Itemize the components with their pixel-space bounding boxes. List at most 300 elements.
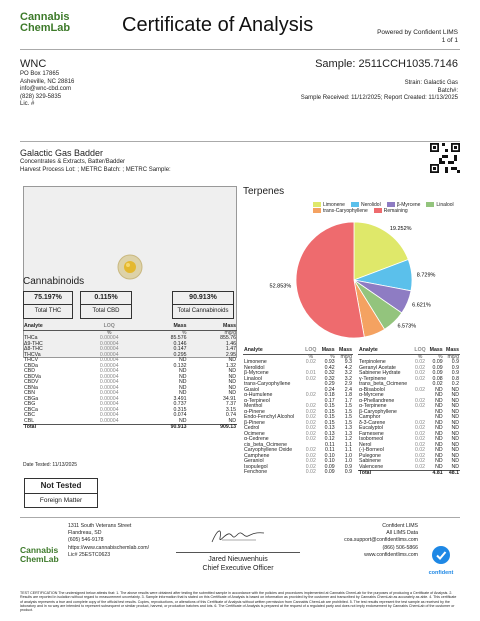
col-mass-mg: Mass bbox=[444, 348, 460, 354]
analyte-cell: THCV bbox=[24, 357, 39, 363]
mass-mg-cell: ND bbox=[451, 452, 459, 459]
mass-mg-cell: 2.4 bbox=[344, 386, 352, 393]
mass-pct-cell: ND bbox=[435, 414, 443, 420]
mass-mg-cell: 0.2 bbox=[451, 381, 459, 387]
mass-pct-cell: 0.08 bbox=[432, 375, 443, 382]
pie-label: 19.252% bbox=[389, 226, 412, 233]
sample-dates: Sample Received: 11/12/2025; Report Created: 11/13/2025 bbox=[300, 95, 458, 101]
loq-cell: 0.02 bbox=[305, 430, 316, 437]
pie-label: 6.573% bbox=[397, 323, 417, 330]
analyte-cell: Sabinene bbox=[359, 458, 381, 464]
product-name: Galactic Gas Badder bbox=[20, 148, 104, 158]
analyte-cell: (-)-Borneol bbox=[359, 447, 384, 453]
page-number: 1 of 1 bbox=[441, 37, 458, 44]
analyte-cell: Total bbox=[23, 425, 80, 431]
col-mass-pct: Mass bbox=[318, 348, 335, 354]
confident-logo-text: confident bbox=[428, 570, 454, 576]
analyte-cell: Δ9-THC bbox=[24, 340, 43, 347]
legend-item bbox=[426, 202, 453, 208]
confident-logo bbox=[424, 545, 458, 576]
mass-mg-cell: 1.47 bbox=[225, 346, 236, 352]
analyte-cell: β-Pinene bbox=[244, 419, 265, 426]
foreign-matter-label: Foreign Matter bbox=[39, 497, 83, 504]
loq-cell bbox=[413, 471, 427, 477]
mass-mg-cell: ND bbox=[451, 414, 459, 420]
legend-swatch bbox=[387, 202, 395, 207]
lims-info bbox=[344, 523, 418, 559]
sample-batch: Batch#: bbox=[437, 87, 458, 94]
loq-cell: 0.02 bbox=[414, 430, 426, 437]
loq-cell: 0.00004 bbox=[99, 335, 119, 341]
loq-cell: 0.00004 bbox=[99, 401, 119, 407]
mass-mg-cell: 34.91 bbox=[223, 395, 236, 402]
mass-pct-cell: ND bbox=[178, 357, 187, 363]
loq-cell: 0.00004 bbox=[99, 351, 119, 358]
mass-pct-cell: 0.02 bbox=[432, 381, 443, 387]
col-mass-mg: Mass bbox=[336, 348, 353, 354]
analyte-cell: α-Myrcene bbox=[359, 392, 384, 398]
mass-pct-cell: 0.15 bbox=[324, 419, 335, 426]
loq-cell: 0.02 bbox=[305, 452, 316, 459]
analyte-cell: CBGa bbox=[24, 395, 39, 402]
lims-line: All LIMS Data bbox=[386, 530, 418, 537]
mass-pct-cell: ND bbox=[435, 430, 443, 437]
signature-image bbox=[208, 524, 268, 548]
loq-cell: 0.02 bbox=[414, 359, 426, 365]
mass-pct-cell: ND bbox=[178, 373, 187, 380]
mass-mg-cell: 0.74 bbox=[225, 412, 236, 418]
mass-pct-cell: 0.09 bbox=[324, 469, 335, 475]
mass-pct-cell: 3.491 bbox=[173, 395, 187, 402]
mass-mg-cell: ND bbox=[451, 397, 459, 404]
mass-pct-cell: 0.93 bbox=[324, 359, 335, 365]
mass-mg-cell: ND bbox=[228, 373, 236, 380]
loq-cell: 0.02 bbox=[414, 403, 426, 409]
total-thc-box bbox=[23, 291, 73, 319]
mass-pct-cell: 0.42 bbox=[324, 364, 335, 371]
analyte-cell: CBDVa bbox=[24, 373, 41, 380]
pie-slice bbox=[296, 222, 364, 338]
analyte-cell: CBDa bbox=[24, 362, 38, 369]
info-divider bbox=[20, 141, 460, 142]
pie-label: 52.853% bbox=[269, 283, 292, 290]
analyte-cell: Fenchone bbox=[244, 469, 268, 475]
mass-mg-cell: 1.8 bbox=[344, 392, 352, 398]
analyte-cell: Total bbox=[358, 471, 413, 477]
qr-code-icon[interactable] bbox=[430, 143, 460, 173]
foreign-matter-status: Not Tested bbox=[25, 479, 97, 494]
analyte-cell: Cedrol bbox=[244, 425, 260, 431]
total-row bbox=[23, 425, 237, 431]
mass-mg-cell: 1.2 bbox=[344, 436, 352, 442]
mass-mg-cell: ND bbox=[451, 419, 459, 426]
mass-mg-cell: 0.9 bbox=[344, 463, 352, 470]
analyte-cell: Farnesene bbox=[359, 430, 384, 437]
mass-pct-cell: ND bbox=[435, 419, 443, 426]
signer-block bbox=[176, 555, 300, 573]
foreign-matter-box bbox=[24, 478, 98, 508]
loq-cell: 0.00004 bbox=[99, 340, 119, 347]
loq-cell: 0.02 bbox=[305, 463, 316, 470]
analyte-cell: CBG bbox=[24, 401, 36, 407]
mass-mg-cell: 1.1 bbox=[344, 441, 352, 448]
mass-mg-cell: 1.3 bbox=[344, 425, 352, 431]
mass-pct-cell: ND bbox=[435, 452, 443, 459]
col-analyte: Analyte bbox=[23, 324, 80, 330]
legend-swatch bbox=[351, 202, 359, 207]
mass-pct-cell: 85.576 bbox=[170, 335, 187, 341]
mass-pct-cell: 0.32 bbox=[324, 375, 335, 382]
loq-cell: 0.02 bbox=[305, 425, 316, 431]
mass-pct-cell: 0.12 bbox=[324, 436, 335, 442]
mass-mg-cell: 855.76 bbox=[220, 335, 236, 341]
mass-pct-cell: ND bbox=[435, 408, 443, 415]
mass-pct-cell: 0.13 bbox=[324, 425, 335, 431]
client-name: WNC bbox=[20, 58, 47, 70]
mass-mg-cell: 1.32 bbox=[225, 362, 236, 369]
client-line: PO Box 17865 bbox=[20, 71, 60, 77]
lims-email-link[interactable]: coa.support@confidentlims.com bbox=[344, 537, 418, 544]
mass-pct-cell: % bbox=[330, 353, 335, 360]
loq-cell: 0.00004 bbox=[99, 395, 119, 402]
legend-label: Remaining bbox=[383, 208, 408, 214]
loq-cell: 0.00004 bbox=[99, 406, 119, 413]
mass-mg-cell: 1.46 bbox=[225, 340, 236, 347]
analyte-cell: CBNa bbox=[24, 384, 38, 391]
mass-mg-cell: ND bbox=[451, 392, 459, 398]
mass-mg-cell: 3.2 bbox=[344, 370, 352, 376]
legend-item bbox=[313, 208, 368, 214]
mass-mg-cell: 1.1 bbox=[344, 447, 352, 453]
mass-mg-cell: 1.7 bbox=[344, 397, 352, 404]
col-mass-pct: Mass bbox=[427, 348, 443, 354]
analyte-cell: CBL bbox=[24, 417, 35, 424]
mass-pct-cell: ND bbox=[435, 447, 443, 453]
analyte-cell: CBD bbox=[24, 368, 35, 374]
mass-mg-cell: 1.3 bbox=[344, 430, 352, 437]
mass-mg-cell: 1.0 bbox=[344, 458, 352, 464]
mass-pct-cell: ND bbox=[178, 390, 187, 396]
loq-cell: % bbox=[106, 329, 112, 336]
loq-cell: 0.02 bbox=[414, 364, 426, 371]
sample-info bbox=[301, 58, 458, 103]
mass-mg-cell: 1.0 bbox=[344, 452, 352, 459]
legend-label: trans-Caryophyllene bbox=[323, 208, 368, 214]
loq-cell: % bbox=[417, 353, 423, 360]
mass-mg-cell: 1.5 bbox=[344, 419, 352, 426]
mass-pct-cell: ND bbox=[435, 463, 443, 470]
mass-mg-cell: ND bbox=[451, 386, 459, 393]
analyte-cell: cis_beta_Ocimene bbox=[244, 441, 287, 448]
loq-cell: 0.02 bbox=[305, 447, 316, 453]
mass-pct-cell: ND bbox=[178, 417, 187, 424]
col-loq: LOQ bbox=[414, 347, 426, 353]
lims-line: (866) 506-5866 bbox=[382, 544, 418, 551]
mass-pct-cell: 0.132 bbox=[173, 362, 187, 369]
loq-cell: 0.00004 bbox=[99, 373, 119, 380]
legend-swatch bbox=[374, 208, 382, 213]
analyte-cell: CBDV bbox=[24, 379, 39, 385]
signer-name: Jared Nieuwenhuis bbox=[208, 556, 268, 563]
mass-mg-cell: ND bbox=[451, 425, 459, 431]
analyte-cell: γ-Terpinene bbox=[359, 375, 387, 382]
analyte-cell: CBCa bbox=[24, 406, 38, 413]
loq-cell: 0.02 bbox=[305, 375, 316, 382]
loq-cell: 0.01 bbox=[305, 370, 316, 376]
analyte-cell: trans-Caryophyllene bbox=[244, 381, 291, 387]
mass-mg-cell: ND bbox=[451, 463, 459, 470]
loq-cell: 0.02 bbox=[305, 392, 316, 398]
logo-line-2: ChemLab bbox=[20, 22, 71, 34]
lims-line: Confident LIMS bbox=[382, 523, 418, 529]
loq-cell: 0.00004 bbox=[99, 390, 119, 396]
analyte-cell: Linalool bbox=[244, 375, 262, 382]
loq-cell: 0.02 bbox=[414, 425, 426, 431]
loq-cell: 0.02 bbox=[305, 414, 316, 420]
col-loq: LOQ bbox=[80, 324, 138, 330]
mass-pct-cell: ND bbox=[435, 425, 443, 431]
analyte-cell: Limonene bbox=[244, 359, 267, 365]
analyte-cell: Nerolidol bbox=[244, 364, 265, 371]
product-category: Concentrates & Extracts, Batter/Badder bbox=[20, 159, 126, 165]
mass-mg-cell: 909.13 bbox=[187, 425, 237, 431]
legend-label: β-Myrcene bbox=[396, 202, 421, 208]
total-cbd-box bbox=[80, 291, 132, 319]
total-row bbox=[358, 471, 460, 477]
mass-pct-cell: 0.17 bbox=[324, 397, 335, 404]
powered-by-text: Powered by Confident LIMS bbox=[377, 29, 458, 36]
mass-pct-cell: 0.13 bbox=[324, 430, 335, 437]
client-line: Asheville, NC 28816 bbox=[20, 78, 75, 85]
total-thc-label: Total THC bbox=[34, 308, 62, 314]
mass-pct-cell: 0.315 bbox=[173, 406, 187, 413]
legend-swatch bbox=[313, 202, 321, 207]
legend-label: Limonene bbox=[323, 202, 345, 208]
mass-mg-cell: ND bbox=[228, 417, 236, 424]
product-info bbox=[20, 148, 171, 174]
address-line: Flandreau, SD bbox=[68, 530, 102, 537]
mass-mg-cell: 3.15 bbox=[225, 406, 236, 413]
pie-label: 8.729% bbox=[416, 272, 436, 279]
confident-logo-icon bbox=[431, 545, 451, 565]
mass-pct-cell: 0.24 bbox=[324, 386, 335, 393]
client-line: Lic. # bbox=[20, 101, 35, 108]
footer-logo-line-2: ChemLab bbox=[20, 554, 59, 564]
legend-swatch bbox=[313, 208, 321, 213]
total-cannabinoids-value: 90.913% bbox=[173, 292, 233, 305]
analyte-cell: Isoborneol bbox=[359, 436, 384, 442]
signer-title: Chief Executive Officer bbox=[202, 565, 274, 572]
mass-pct-cell: 0.09 bbox=[324, 463, 335, 470]
mass-pct-cell: 0.32 bbox=[324, 370, 335, 376]
lims-website-link[interactable]: www.confidentlims.com bbox=[364, 551, 418, 558]
analyte-cell: Geraniol bbox=[244, 458, 264, 464]
loq-cell: 0.00004 bbox=[99, 362, 119, 369]
product-harvest: Harvest Process Lot: ; METRC Batch: ; METRC Sample: bbox=[20, 166, 171, 173]
analyte-cell: β-Caryophyllene bbox=[359, 408, 397, 415]
mass-mg-cell: ND bbox=[228, 390, 236, 396]
loq-cell: 0.02 bbox=[414, 441, 426, 448]
mass-pct-cell: ND bbox=[435, 436, 443, 442]
mass-mg-cell: ND bbox=[451, 441, 459, 448]
analyte-cell: Isopulegol bbox=[244, 463, 268, 470]
client-line: info@wnc-cbd.com bbox=[20, 86, 72, 93]
mass-mg-cell: ND bbox=[451, 403, 459, 409]
loq-cell: 0.02 bbox=[305, 458, 316, 464]
mass-mg-cell: ND bbox=[228, 368, 236, 374]
mass-mg-cell: 2.95 bbox=[225, 351, 236, 358]
legend-swatch bbox=[426, 202, 434, 207]
lab-website-link[interactable]: https://www.cannabischemlab.com/ bbox=[68, 544, 150, 551]
mass-mg-cell: 1.5 bbox=[344, 414, 352, 420]
mass-mg-cell: 48.1 bbox=[444, 471, 460, 477]
loq-cell: 0.02 bbox=[305, 359, 316, 365]
mass-mg-cell: 0.8 bbox=[451, 375, 459, 382]
mass-pct-cell: 0.147 bbox=[173, 346, 187, 352]
loq-cell: 0.02 bbox=[414, 370, 426, 376]
loq-cell: 0.02 bbox=[414, 452, 426, 459]
analyte-cell: CBC bbox=[24, 412, 35, 418]
mass-mg-cell: ND bbox=[228, 379, 236, 385]
mass-pct-cell: 0.737 bbox=[173, 401, 187, 407]
cannabinoids-title: Cannabinoids bbox=[23, 276, 85, 287]
mass-pct-cell: 0.295 bbox=[173, 351, 187, 358]
mass-pct-cell: 4.81 bbox=[427, 471, 443, 477]
terpenes-pie-chart bbox=[243, 216, 465, 346]
mass-mg-cell: mg/g bbox=[340, 353, 352, 360]
mass-mg-cell: 1.5 bbox=[344, 408, 352, 415]
footer-divider bbox=[20, 517, 460, 518]
loq-cell: % bbox=[308, 353, 314, 360]
total-cbd-value: 0.115% bbox=[81, 292, 131, 305]
analyte-cell: THCa bbox=[24, 335, 38, 341]
pie-label: 6.621% bbox=[412, 302, 431, 309]
mass-pct-cell: ND bbox=[435, 392, 443, 398]
loq-cell: 0.02 bbox=[414, 386, 426, 393]
mass-pct-cell: 0.18 bbox=[324, 392, 335, 398]
mass-pct-cell: 0.09 bbox=[432, 370, 443, 376]
table-row bbox=[243, 470, 353, 476]
client-line: (828) 329-5835 bbox=[20, 93, 62, 100]
mass-pct-cell: 0.29 bbox=[324, 381, 335, 387]
mass-pct-cell: 0.15 bbox=[324, 414, 335, 420]
analyte-cell: Nerol bbox=[359, 441, 372, 448]
total-thc-value: 75.197% bbox=[24, 292, 72, 305]
loq-cell: 0.02 bbox=[305, 403, 316, 409]
address-line: 1311 South Veterans Street bbox=[68, 523, 132, 529]
mass-pct-cell: 0.15 bbox=[324, 403, 335, 409]
analyte-cell: Camphene bbox=[244, 452, 270, 459]
mass-mg-cell: ND bbox=[451, 408, 459, 415]
mass-mg-cell: 0.9 bbox=[344, 469, 352, 475]
analyte-cell: Eucalyptol bbox=[359, 425, 383, 431]
mass-pct-cell: 0.146 bbox=[173, 340, 187, 347]
loq-cell: 0.00004 bbox=[99, 346, 119, 352]
loq-cell: 0.02 bbox=[305, 436, 316, 442]
mass-pct-cell: 0.11 bbox=[324, 441, 335, 448]
analyte-cell: trans_beta_Ocimene bbox=[359, 381, 408, 387]
mass-pct-cell: 0.074 bbox=[173, 412, 187, 418]
loq-cell: 0.02 bbox=[305, 408, 316, 415]
analyte-cell: α-Terpineol bbox=[244, 397, 270, 404]
loq-cell: 0.02 bbox=[414, 436, 426, 442]
mass-pct-cell: 0.11 bbox=[324, 447, 335, 453]
analyte-cell: Menthol bbox=[244, 403, 263, 409]
sample-id: Sample: 2511CCH1035.7146 bbox=[315, 58, 458, 70]
mass-pct-cell: 0.10 bbox=[324, 458, 335, 464]
mass-pct-cell: ND bbox=[435, 441, 443, 448]
loq-cell: 0.00004 bbox=[99, 412, 119, 418]
lab-logo bbox=[20, 12, 80, 34]
legend-item bbox=[374, 208, 408, 214]
mass-mg-cell: ND bbox=[451, 447, 459, 453]
loq-cell: 0.02 bbox=[414, 375, 426, 382]
analyte-cell: Geranyl Acetate bbox=[359, 364, 396, 371]
analyte-cell: Camphor bbox=[359, 414, 381, 420]
analyte-cell: β-Myrcene bbox=[244, 370, 269, 376]
col-analyte: Analyte bbox=[243, 348, 303, 354]
mass-mg-cell: 0.9 bbox=[451, 370, 459, 376]
loq-cell: 0.02 bbox=[305, 469, 316, 475]
analyte-cell: THCVa bbox=[24, 351, 41, 358]
total-cbd-label: Total CBD bbox=[92, 308, 120, 314]
date-tested: Date Tested: 11/13/2025 bbox=[23, 462, 78, 468]
analyte-cell: α-Phellandrene bbox=[359, 397, 395, 404]
terpenes-title: Terpenes bbox=[243, 186, 285, 197]
analyte-cell: α-Pinene bbox=[244, 408, 265, 415]
mass-mg-cell: 0.9 bbox=[451, 364, 459, 371]
mass-mg-cell: ND bbox=[451, 458, 459, 464]
cannabinoids-table bbox=[23, 324, 237, 431]
address-line: Lic# 25ESTC0623 bbox=[68, 551, 111, 558]
logo-line-1: Cannabis bbox=[20, 11, 70, 23]
mass-pct-cell: 0.09 bbox=[432, 359, 443, 365]
mass-mg-cell: 2.9 bbox=[344, 381, 352, 387]
mass-mg-cell: 1.5 bbox=[344, 403, 352, 409]
analyte-cell: α-Terpinene bbox=[359, 403, 387, 409]
footer-logo-line-1: Cannabis bbox=[20, 545, 59, 555]
mass-mg-cell: ND bbox=[451, 436, 459, 442]
mass-mg-cell: ND bbox=[228, 384, 236, 391]
mass-pct-cell: ND bbox=[178, 384, 187, 391]
analyte-cell: α-Bisabolol bbox=[359, 386, 385, 393]
mass-pct-cell: 0.10 bbox=[324, 452, 335, 459]
header-divider bbox=[20, 49, 460, 50]
mass-pct-cell: ND bbox=[178, 379, 187, 385]
mass-pct-cell: ND bbox=[435, 403, 443, 409]
analyte-cell: Valencene bbox=[359, 463, 384, 470]
mass-mg-cell: 3.2 bbox=[344, 375, 352, 382]
mass-pct-cell: 0.15 bbox=[324, 408, 335, 415]
loq-cell: 0.02 bbox=[305, 419, 316, 426]
total-cannabinoids-box bbox=[172, 291, 234, 319]
powered-by bbox=[377, 29, 458, 45]
terpenes-table-1 bbox=[243, 348, 353, 476]
mass-mg-cell: ND bbox=[451, 430, 459, 437]
loq-cell bbox=[80, 425, 138, 431]
lab-address bbox=[68, 523, 149, 559]
loq-cell: 0.00004 bbox=[99, 357, 119, 363]
analyte-cell: CBN bbox=[24, 390, 35, 396]
loq-cell: 0.00004 bbox=[99, 417, 119, 424]
loq-cell: 0.02 bbox=[414, 458, 426, 464]
legend-label: Linalool bbox=[436, 202, 454, 208]
loq-cell: 0.02 bbox=[414, 447, 426, 453]
terpenes-legend bbox=[313, 202, 460, 214]
analyte-cell: Sabinene Hydrate bbox=[359, 370, 401, 376]
col-mass-mg: Mass bbox=[187, 324, 237, 330]
analyte-cell: Ocimene bbox=[244, 430, 265, 437]
